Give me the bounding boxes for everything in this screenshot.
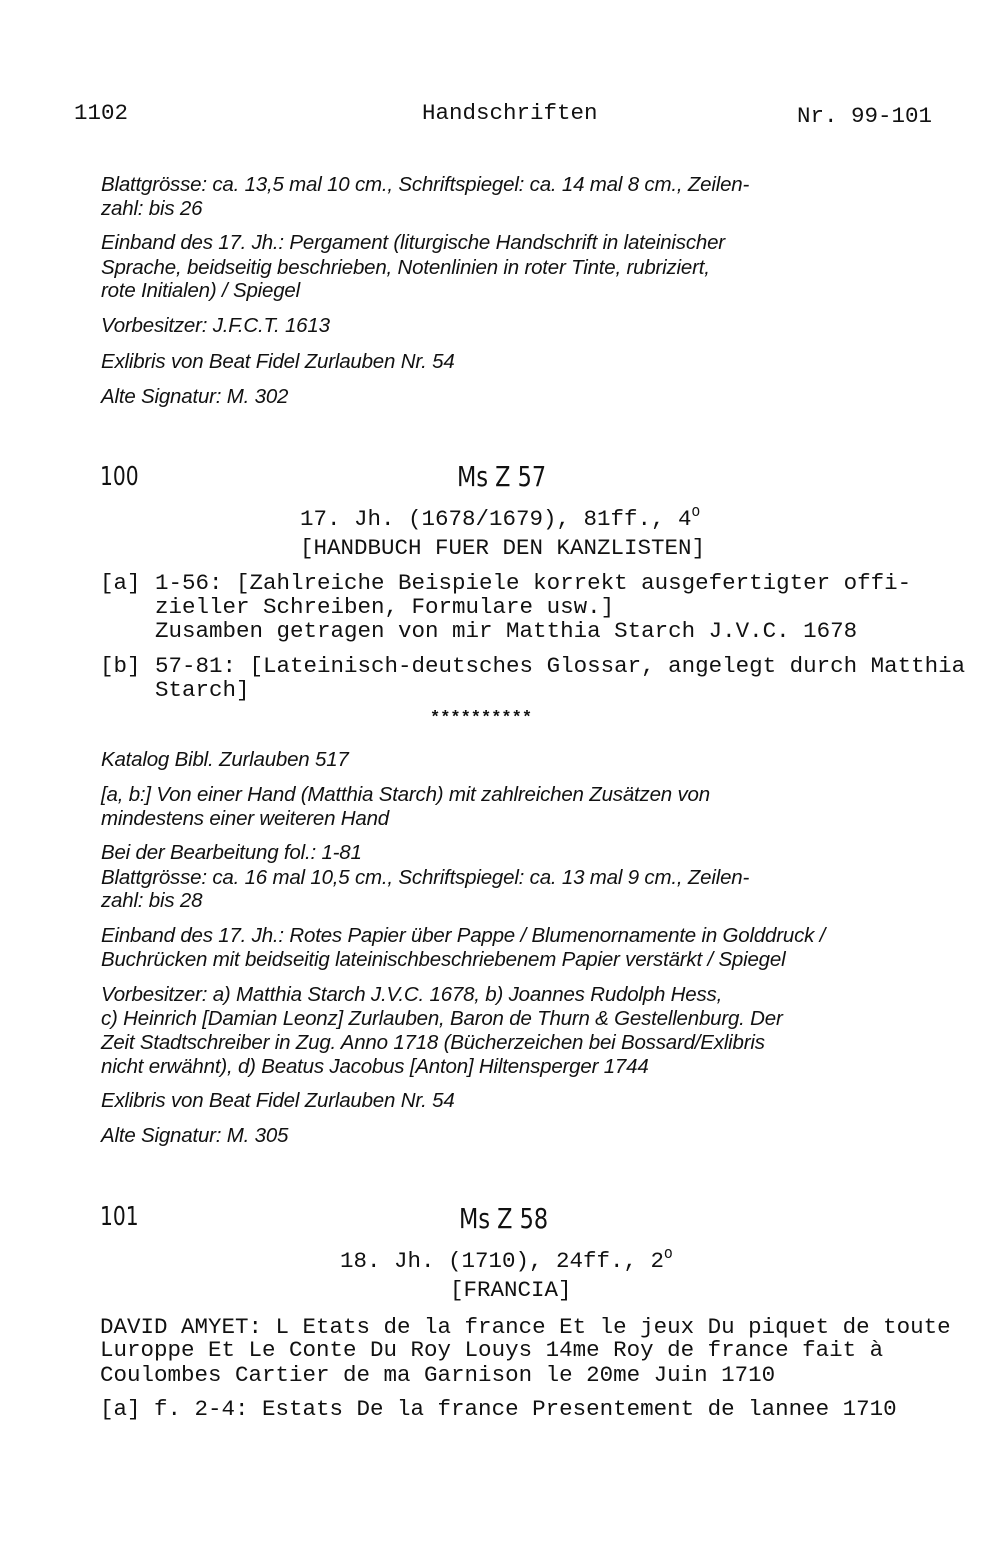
format-superscript: O xyxy=(691,505,700,521)
note-line: zahl: bis 28 xyxy=(101,889,203,912)
note-line: c) Heinrich [Damian Leonz] Zurlauben, Baron de Thurn & Gestellenburg. Der xyxy=(101,1007,783,1030)
date-line xyxy=(340,1242,672,1274)
date-line xyxy=(300,500,700,532)
text-line: Vorbesitzer: J.F.C.T. 1613 xyxy=(101,314,330,337)
intro-line: Luroppe Et Le Conte Du Roy Louys 14me Roy de france fait à xyxy=(100,1337,884,1363)
date-text: 17. Jh. (1678/1679), 81ff., 4 xyxy=(300,506,692,532)
intro-line: DAVID AMYET: L Etats de la france Et le jeux Du piquet de toute xyxy=(100,1314,951,1340)
text-line: rote Initialen) / Spiegel xyxy=(101,279,300,302)
note-line: [a, b:] Von einer Hand (Matthia Starch) mit zahlreichen Zusätzen von xyxy=(101,783,710,806)
text-line: Einband des 17. Jh.: Pergament (liturgische Handschrift in lateinischer xyxy=(101,231,725,254)
item-line: 57-81: [Lateinisch-deutsches Glossar, angelegt durch Matthia xyxy=(155,653,966,679)
entry-title: [FRANCIA] xyxy=(450,1277,572,1303)
entry-title: [HANDBUCH FUER DEN KANZLISTEN] xyxy=(300,535,706,561)
note-line: Buchrücken mit beidseitig lateinischbeschriebenem Papier verstärkt / Spiegel xyxy=(101,948,786,971)
text-line: Blattgrösse: ca. 13,5 mal 10 cm., Schriftspiegel: ca. 14 mal 8 cm., Zeilen- xyxy=(101,173,750,196)
running-title: Handschriften xyxy=(422,100,598,126)
note-line: Vorbesitzer: a) Matthia Starch J.V.C. 1678, b) Joannes Rudolph Hess, xyxy=(101,983,723,1006)
text-line: Alte Signatur: M. 302 xyxy=(101,385,289,408)
date-text: 18. Jh. (1710), 24ff., 2 xyxy=(340,1248,665,1274)
item-label: [b] xyxy=(100,653,141,679)
shelfmark: Ms Z 57 xyxy=(457,460,547,493)
note-line: Bei der Bearbeitung fol.: 1-81 xyxy=(101,841,362,864)
entry-range: Nr. 99-101 xyxy=(797,103,933,129)
note-line: nicht erwähnt), d) Beatus Jacobus [Anton] Hiltensperger 1744 xyxy=(101,1055,649,1078)
note-line: Zeit Stadtschreiber in Zug. Anno 1718 (Bücherzeichen bei Bossard/Exlibris xyxy=(101,1031,765,1054)
shelfmark: Ms Z 58 xyxy=(459,1202,549,1235)
note-line: Einband des 17. Jh.: Rotes Papier über Pappe / Blumenornamente in Golddruck / xyxy=(101,924,826,947)
note-line: Katalog Bibl. Zurlauben 517 xyxy=(101,748,349,771)
text-line: Exlibris von Beat Fidel Zurlauben Nr. 54 xyxy=(101,350,455,373)
item-line: Starch] xyxy=(155,677,250,703)
entry-number: 100 xyxy=(100,462,139,492)
note-line: Exlibris von Beat Fidel Zurlauben Nr. 54 xyxy=(101,1089,455,1112)
note-line: Alte Signatur: M. 305 xyxy=(101,1124,289,1147)
text-line: zahl: bis 26 xyxy=(101,197,203,220)
text-line: Sprache, beidseitig beschrieben, Notenlinien in roter Tinte, rubriziert, xyxy=(101,256,710,279)
item-line: [a] f. 2-4: Estats De la france Presentement de lannee 1710 xyxy=(100,1396,897,1422)
note-line: mindestens einer weiteren Hand xyxy=(101,807,389,830)
item-line: zieller Schreiben, Formulare usw.] xyxy=(155,594,615,620)
format-superscript: O xyxy=(664,1247,673,1263)
item-label: [a] xyxy=(100,570,141,596)
item-line: 1-56: [Zahlreiche Beispiele korrekt ausgefertigter offi- xyxy=(155,570,912,596)
page-number: 1102 xyxy=(74,100,129,126)
separator: ********** xyxy=(430,709,533,728)
entry-number: 101 xyxy=(100,1202,139,1232)
intro-line: Coulombes Cartier de ma Garnison le 20me Juin 1710 xyxy=(100,1362,776,1388)
note-line: Blattgrösse: ca. 16 mal 10,5 cm., Schriftspiegel: ca. 13 mal 9 cm., Zeilen- xyxy=(101,866,750,889)
item-line: Zusamben getragen von mir Matthia Starch J.V.C. 1678 xyxy=(155,618,858,644)
